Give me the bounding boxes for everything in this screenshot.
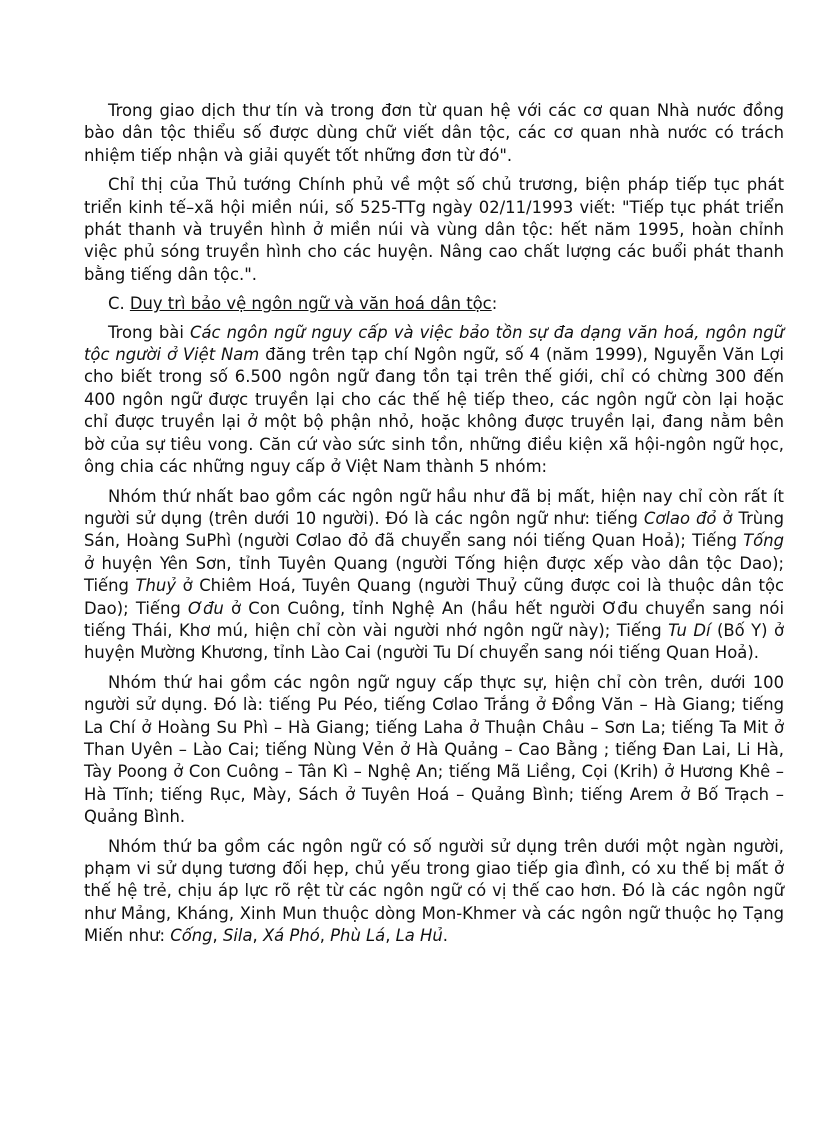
language-name: Cơlao đỏ (643, 508, 717, 528)
text-segment: ở huyện Yên Sơn, tỉnh Tuyên Quang (người Tống hiện được xếp vào dân tộc Dao); Tiếng (84, 553, 784, 596)
paragraph-group-three (84, 836, 784, 948)
language-name: Ơđu (188, 598, 224, 618)
paragraph-group-two: Nhóm thứ hai gồm các ngôn ngữ nguy cấp thực sự, hiện chỉ còn trên, dưới 100 người sử dụng. Đó là: tiếng Pu Péo, tiếng Cơlao Trắng ở Đồng Văn – Hà Giang; tiếng La Chí ở Hoàng Su Phì – Hà Giang; tiếng Laha ở Thuận Châu – Sơn La; tiếng Ta Mit ở Than Uyên – Lào Cai; tiếng Nùng Vẻn ở Hà Quảng – Cao Bằng ; tiếng Đan Lai, Li Hà, Tày Poong ở Con Cuông – Tân Kì – Nghệ An; tiếng Mã Liềng, Cọi (Krih) ở Hương Khê – Hà Tĩnh; tiếng Rục, Mày, Sách ở Tuyên Hoá – Quảng Bình; tiếng Arem ở Bố Trạch – Quảng Bình. (84, 672, 784, 827)
paragraph-directive: Chỉ thị của Thủ tướng Chính phủ về một số chủ trương, biện pháp tiếp tục phát triển kinh tế–xã hội miền núi, số 525-TTg ngày 02/11/1993 viết: "Tiếp tục phát triển phát thanh và truyền hình ở miền núi và vùng dân tộc: hết năm 1995, hoàn chỉnh việc phủ sóng truyền hình cho các huyện. Nâng cao chất lượng các buổi phát thanh bằng tiếng dân tộc.". (84, 175, 784, 284)
separator: , (385, 926, 396, 946)
text-segment: ở Con Cuông, tỉnh Nghệ An (hầu hết người Ơđu chuyển sang nói tiếng Thái, Khơ mú, hiện chỉ còn vài người nhớ ngôn ngữ này); Tiếng (84, 598, 784, 640)
paragraph-group-one (84, 486, 784, 665)
section-heading-prefix: C. (108, 294, 125, 314)
language-name: Cống (170, 926, 213, 946)
article-title: Các ngôn ngữ nguy cấp và việc bảo tồn sự đa dạng văn hoá, ngôn ngữ tộc người ở Việt Nam (84, 322, 784, 365)
language-name: Thuỷ (135, 576, 177, 596)
paragraph-correspondence: Trong giao dịch thư tín và trong đơn từ quan hệ với các cơ quan Nhà nước đồng bào dân tộc thiểu số được dùng chữ viết dân tộc, các cơ quan nhà nước có trách nhiệm tiếp nhận và giải quyết tốt những đơn từ đó". (84, 101, 784, 165)
text-segment: đăng trên tạp chí Ngôn ngữ, số 4 (năm 1999), Nguyễn Văn Lợi cho biết trong số 6.500 ngôn ngữ đang tồn tại trên thế giới, chỉ có chừng 300 đến 400 ngôn ngữ được truyền lại cho các thế hệ tiếp theo, các ngôn ngữ còn lại hoặc chỉ được truyền lại ở một bộ phận nhỏ, hoặc không được truyền lại, đang nằm bên bờ của sự tiêu vong. Căn cứ vào sức sinh tồn, những điều kiện xã hội-ngôn ngữ học, ông chia các những nguy cấp ở Việt Nam thành 5 nhóm: (84, 345, 784, 477)
paragraph-article-intro (84, 322, 784, 479)
text-segment: Nhóm thứ nhất bao gồm các ngôn ngữ hầu như đã bị mất, hiện nay chỉ còn rất ít người sử dụng (trên dưới 10 người). Đó là các ngôn ngữ như: tiếng (84, 486, 784, 528)
section-heading-suffix: : (491, 294, 498, 314)
text-segment: ở Chiêm Hoá, Tuyên Quang (người Thuỷ cũng được coi là thuộc dân tộc Dao); Tiếng (84, 576, 784, 618)
text-segment: Nhóm thứ ba gồm các ngôn ngữ có số người sử dụng trên dưới một ngàn người, phạm vi sử dụng tương đối hẹp, chủ yếu trong giao tiếp gia đình, có xu thế bị mất ở thế hệ trẻ, chịu áp lực rõ rệt từ các ngôn ngữ có vị thế cao hơn. Đó là các ngôn ngữ như Mảng, Kháng, Xinh Mun thuộc dòng Mon-Khmer và các ngôn ngữ thuộc họ Tạng Miến như: (84, 836, 784, 946)
text-segment: . (442, 926, 448, 946)
language-name: Sila (222, 926, 253, 946)
text-segment: Trong bài (108, 322, 191, 342)
language-name: La Hủ (395, 926, 443, 946)
section-heading (84, 293, 784, 315)
language-name: Tu Dí (668, 620, 711, 640)
separator: , (319, 926, 331, 946)
text-segment: ở Trùng Sán, Hoàng SuPhì (người Cơlao đỏ đã chuyển sang nói tiếng Quan Hoả); Tiếng (84, 508, 784, 551)
text-segment: (Bố Y) ở huyện Mường Khương, tỉnh Lào Cai (người Tu Dí chuyển sang nói tiếng Quan Hoả). (84, 620, 785, 663)
separator: , (252, 926, 263, 946)
language-name: Tống (743, 531, 784, 551)
language-name: Xá Phó (262, 926, 320, 946)
separator: , (212, 926, 223, 946)
document-page (84, 100, 784, 955)
language-name: Phù Lá (330, 926, 386, 946)
section-heading-title: Duy trì bảo vệ ngôn ngữ và văn hoá dân tộc (129, 294, 492, 314)
